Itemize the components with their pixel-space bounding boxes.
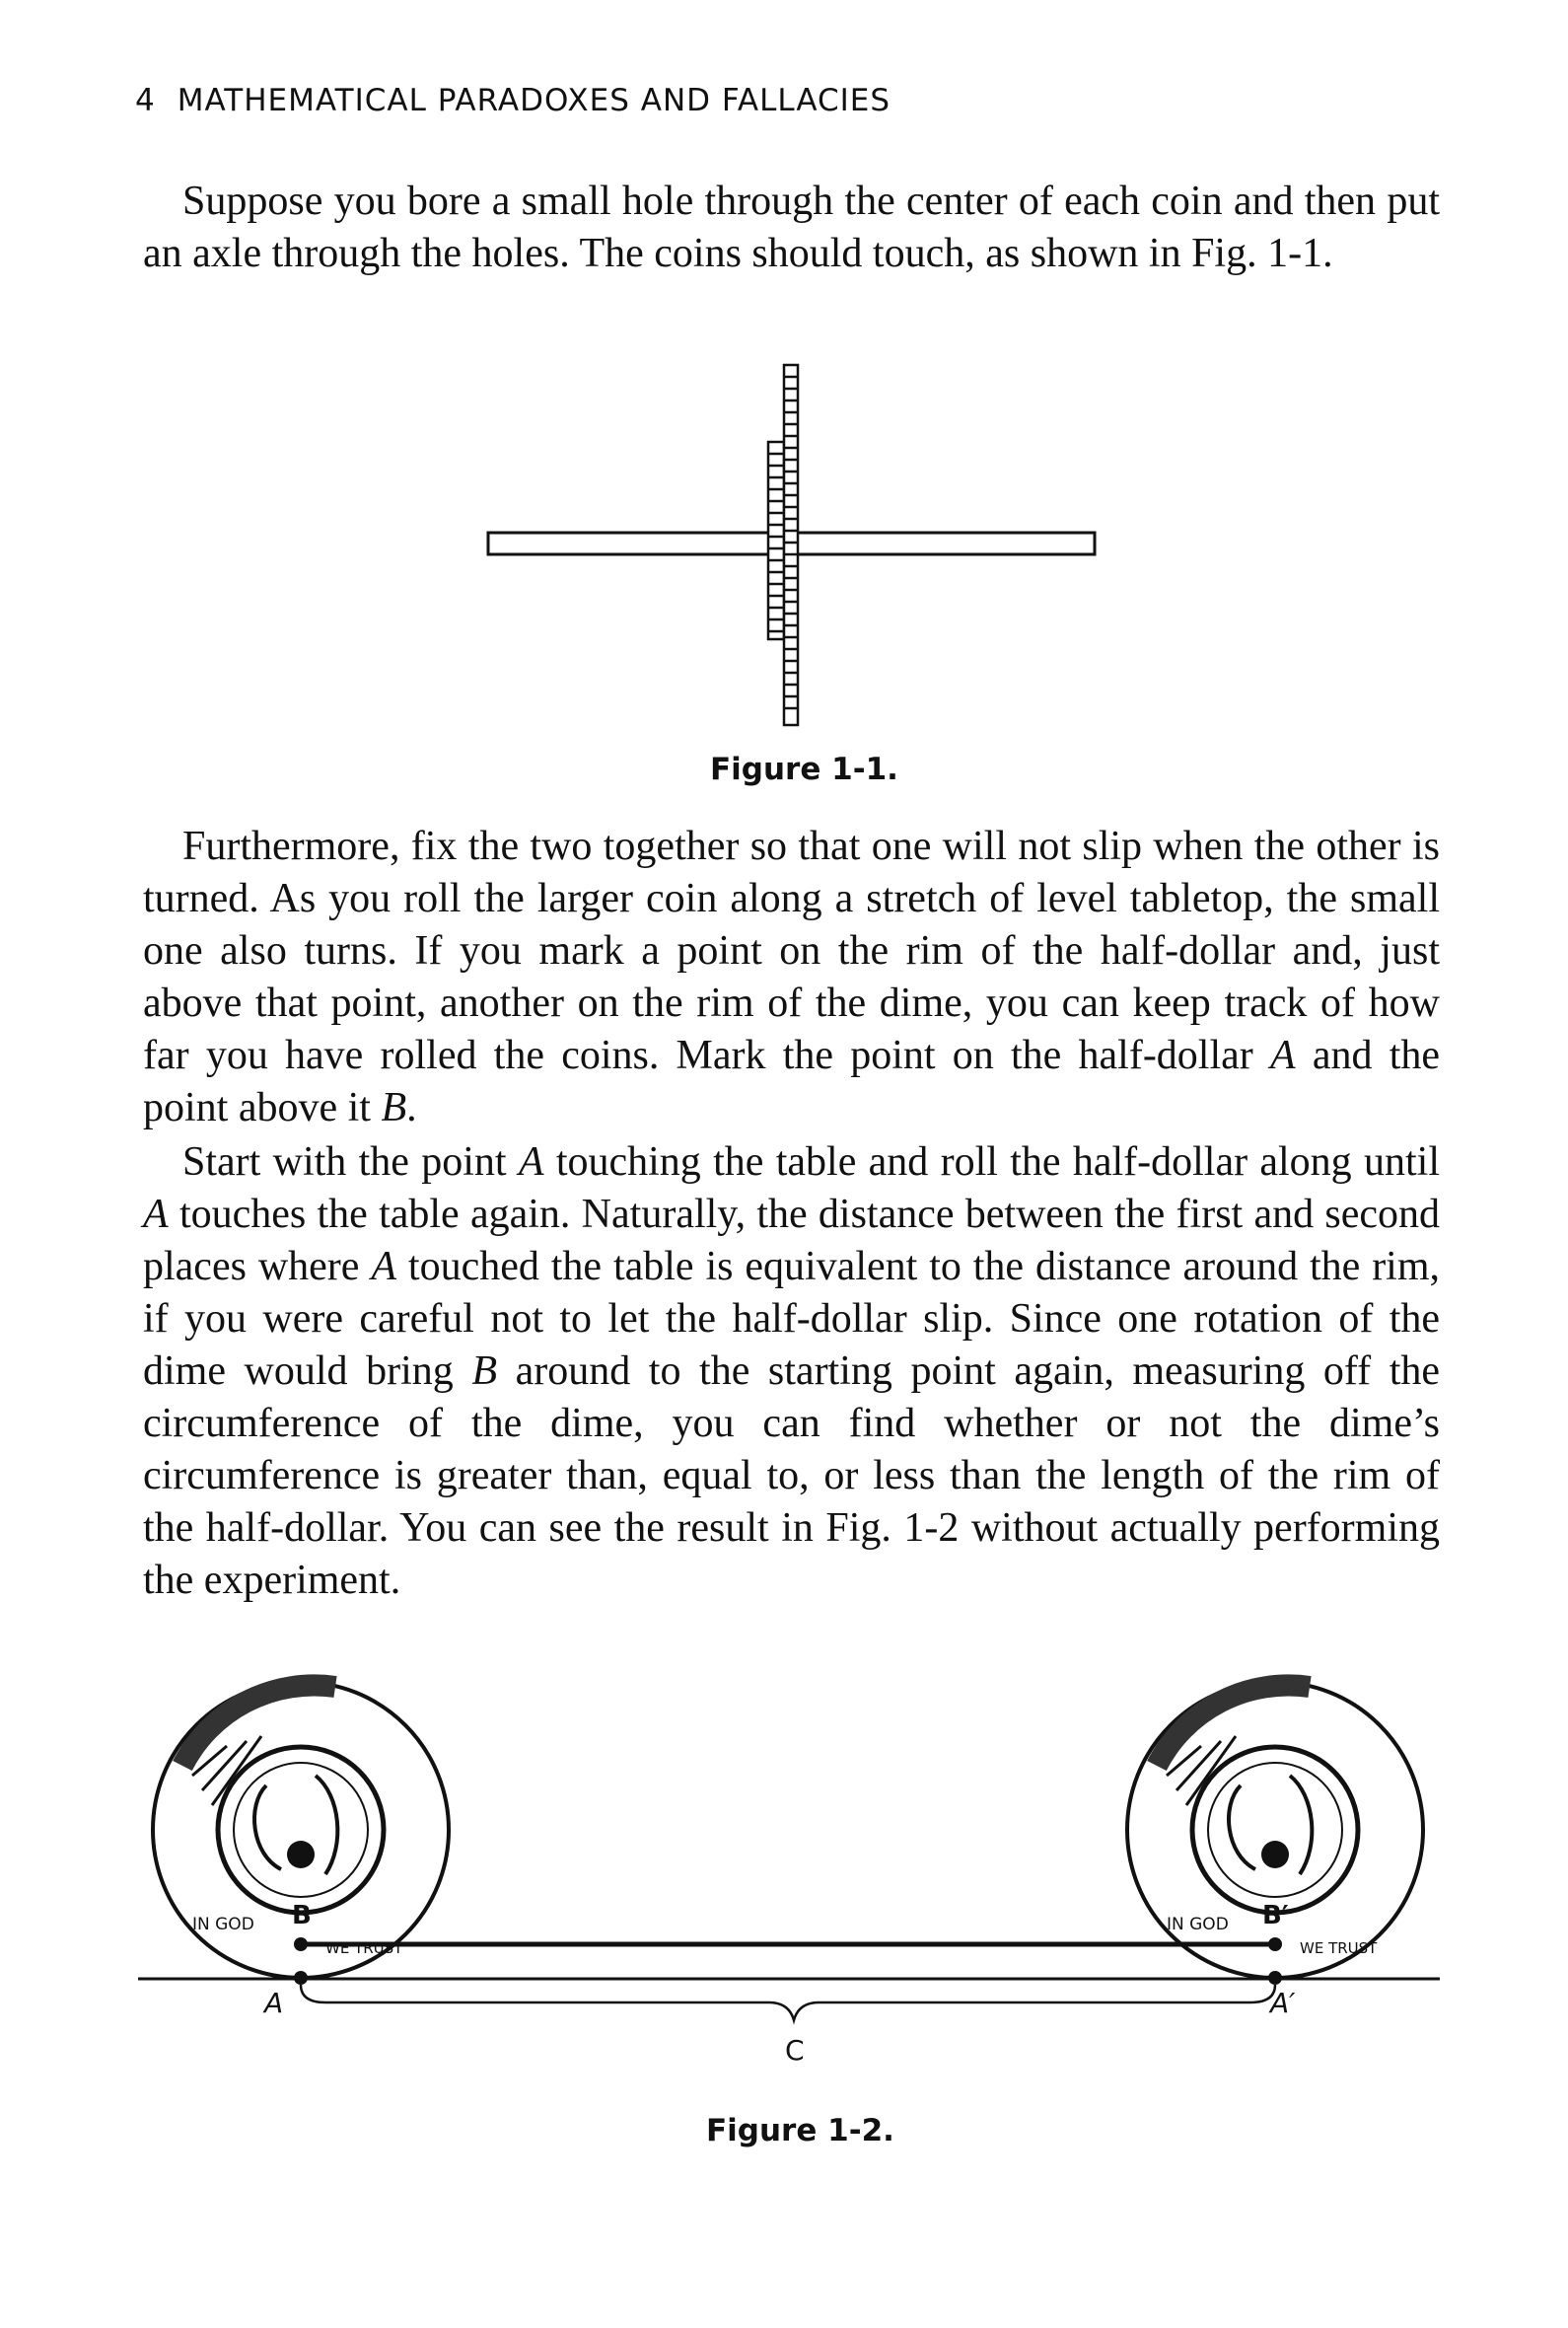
label-b: B bbox=[292, 1901, 312, 1930]
paragraph-1: Suppose you bore a small hole through the center of each coin and then put an axle through the holes. The coins should touch, as shown in Fig. 1-1. bbox=[143, 179, 1440, 276]
label-b-prime: B′ bbox=[1262, 1901, 1289, 1930]
paragraph-3: Start with the point A touching the table and roll the half-dollar along until A touches the table again. Naturally, the distance between the first and second places where A touched the table is equivalent to the distance around the rim, if you were careful not to let the half-dollar slip. Since one rotation of the dime would bring B around to the starting point again, measuring off the circumference of the dime, you can find whether or not the dime’s circumference is greater than, equal to, or less than the length of the rim of the half-dollar. You can see the result in Fig. 1-2 without actually performing the experiment. bbox=[143, 1139, 1441, 1603]
paragraph-2: Furthermore, fix the two together so that one will not slip when the other is turned. As you roll the larger coin along a stretch of level tabletop, the small one also turns. If you mark a point on the rim of the half-dollar and, just above that point, another on the rim of the dime, you can keep track of how far you have rolled the coins. Mark the point on the half-dollar A and the point above it B. bbox=[143, 824, 1441, 1130]
coin-text-left: IN GOD bbox=[192, 1915, 254, 1934]
page-number: 4 bbox=[135, 83, 156, 118]
coin-right bbox=[1127, 1682, 1423, 1985]
running-title: MATHEMATICAL PARADOXES AND FALLACIES bbox=[177, 83, 891, 118]
dime-right bbox=[1192, 1747, 1358, 1913]
variable-b: B bbox=[381, 1085, 407, 1130]
figure-1-1-caption: Figure 1-1. bbox=[710, 752, 898, 787]
label-a-prime: A′ bbox=[1270, 1987, 1296, 2019]
coin-text-right: IN GOD bbox=[1167, 1915, 1229, 1934]
variable-a: A bbox=[1270, 1033, 1296, 1078]
figure-1-2-caption: Figure 1-2. bbox=[706, 2113, 894, 2148]
coin-left bbox=[153, 1682, 449, 1985]
label-c: C bbox=[785, 2034, 805, 2067]
coin-text-left-2: WE TRUST bbox=[325, 1939, 403, 1957]
coin-text-right-2: WE TRUST bbox=[1300, 1939, 1378, 1957]
dime-left bbox=[218, 1747, 384, 1913]
label-a: A bbox=[264, 1987, 284, 2019]
brace-c bbox=[301, 1985, 1275, 2020]
